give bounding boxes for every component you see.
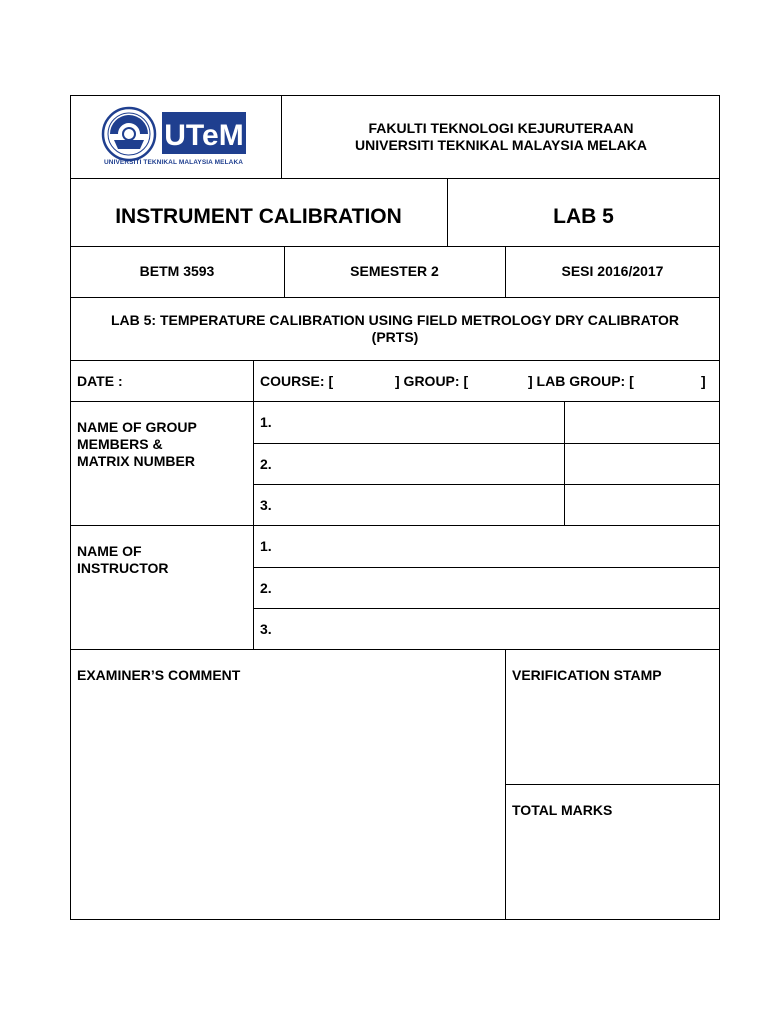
members-label: NAME OF GROUP (77, 419, 197, 435)
divider (564, 401, 565, 525)
divider (253, 360, 254, 649)
divider (70, 401, 720, 402)
divider (253, 484, 720, 485)
lab-title-line2: (PRTS) (371, 329, 419, 345)
divider (70, 178, 720, 179)
date-label: DATE : (77, 373, 123, 389)
divider (70, 649, 720, 650)
examiner-comment-label: EXAMINER’S COMMENT (77, 667, 241, 683)
course-label: COURSE: [ (260, 373, 334, 389)
divider (253, 567, 720, 568)
session: SESI 2016/2017 (561, 263, 664, 279)
member-row-number: 3. (260, 497, 272, 513)
divider (70, 246, 720, 247)
divider (505, 784, 720, 785)
instructor-row-number: 1. (260, 538, 272, 554)
divider (505, 649, 506, 920)
divider (70, 525, 720, 526)
lab-title-line1: LAB 5: TEMPERATURE CALIBRATION USING FIELD METROLOGY DRY CALIBRATOR (110, 312, 680, 328)
members-label: MATRIX NUMBER (77, 453, 195, 469)
logo-wordmark: UTeM (164, 119, 244, 152)
lab-group-label: ] LAB GROUP: [ (528, 373, 634, 389)
verification-stamp-label: VERIFICATION STAMP (512, 667, 662, 683)
divider (70, 360, 720, 361)
instructor-row-number: 2. (260, 580, 272, 596)
member-row-number: 1. (260, 414, 272, 430)
course-code: BETM 3593 (139, 263, 215, 279)
instructor-label: INSTRUCTOR (77, 560, 169, 576)
member-row-number: 2. (260, 456, 272, 472)
logo-caption: UNIVERSITI TEKNIKAL MALAYSIA MELAKA (104, 159, 244, 166)
instructor-label: NAME OF (77, 543, 142, 559)
faculty-name: FAKULTI TEKNOLOGI KEJURUTERAAN (368, 120, 634, 136)
lab-group-close: ] (701, 373, 706, 389)
course-title: INSTRUMENT CALIBRATION (115, 205, 402, 228)
divider (253, 443, 720, 444)
instructor-row-number: 3. (260, 621, 272, 637)
divider (253, 608, 720, 609)
lab-number: LAB 5 (553, 205, 614, 228)
total-marks-label: TOTAL MARKS (512, 802, 613, 818)
divider (70, 297, 720, 298)
group-label: ] GROUP: [ (395, 373, 469, 389)
university-name: UNIVERSITI TEKNIKAL MALAYSIA MELAKA (355, 137, 647, 153)
semester: SEMESTER 2 (350, 263, 439, 279)
members-label: MEMBERS & (77, 436, 163, 452)
